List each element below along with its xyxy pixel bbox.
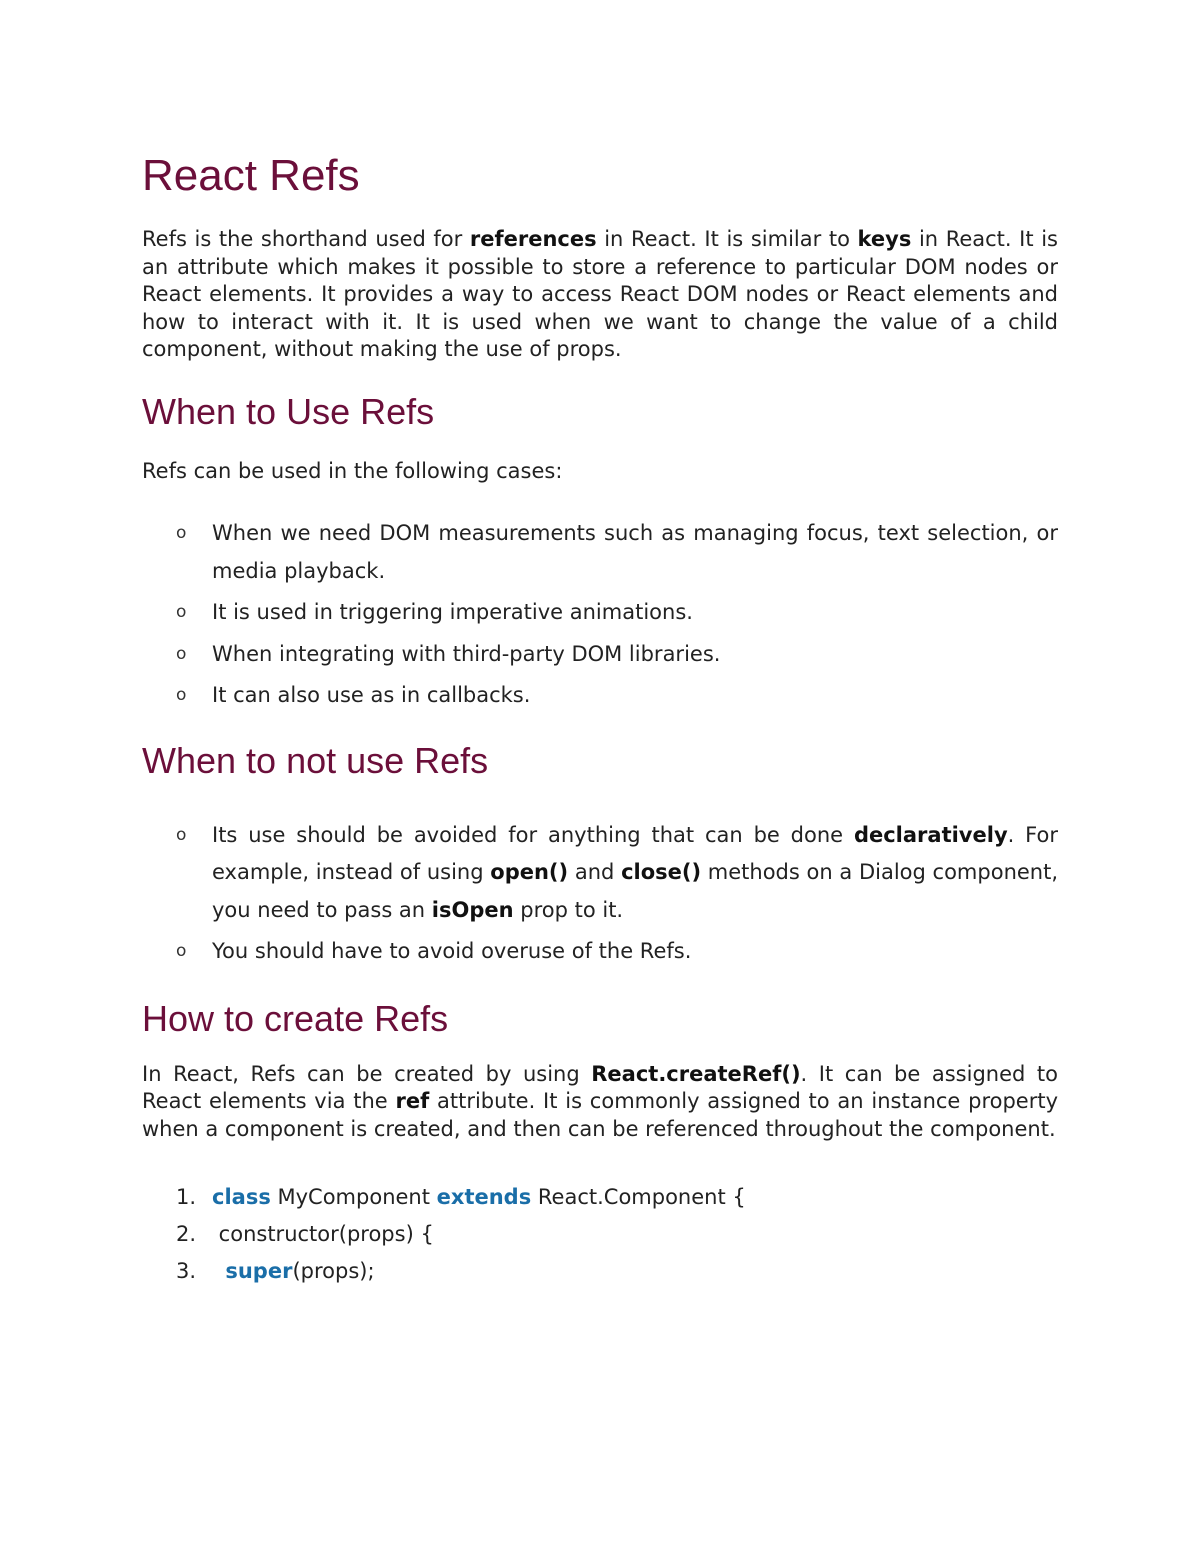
intro-bold-keys: keys — [857, 227, 912, 251]
bold-ref: ref — [395, 1089, 430, 1113]
bullet-marker: o — [176, 685, 187, 705]
intro-text: in React. It is an attribute which makes it possible to store a reference to particular DOM nodes or React elements. It provides a way to access React DOM nodes or React elements and how to interact with it. It is used when we want to change the value of a child component, without making the use of props. — [142, 227, 1058, 361]
intro-paragraph — [142, 226, 1058, 364]
list-item-text: Its use should be avoided for anything that can be done — [212, 822, 854, 847]
code-text: MyComponent — [270, 1185, 437, 1209]
section-heading-how-to-create: How to create Refs — [142, 997, 449, 1039]
list-item — [142, 594, 1058, 632]
code-listing — [142, 1179, 1058, 1290]
code-text: React.Component { — [531, 1185, 746, 1209]
create-text: attribute. It is commonly assigned to an instance property when a component is created, and then can be referenced throughout the component. — [142, 1089, 1059, 1141]
bold-createref: React.createRef() — [591, 1061, 801, 1086]
keyword: super — [225, 1259, 293, 1283]
create-paragraph — [142, 1061, 1058, 1144]
list-item-text: It is used in triggering imperative animations. — [212, 600, 693, 624]
bold-isopen: isOpen — [431, 897, 514, 922]
list-item — [142, 636, 1058, 674]
bold-open: open() — [490, 860, 569, 884]
bullet-marker: o — [176, 523, 187, 543]
list-item-text: . For example, instead of using — [212, 822, 1058, 884]
list-item-text: When integrating with third-party DOM libraries. — [212, 641, 721, 666]
bullet-marker: o — [176, 643, 187, 664]
bullet-marker: o — [176, 941, 187, 961]
bullet-marker: o — [176, 824, 187, 845]
document-content — [142, 150, 1058, 1290]
code-line — [142, 1179, 1058, 1216]
section-heading-when-to-use: When to Use Refs — [142, 390, 435, 432]
when-to-use-lead: Refs can be used in the following cases: — [142, 458, 563, 483]
list-item — [142, 677, 1058, 715]
bold-declaratively: declaratively — [853, 822, 1008, 847]
line-number: 3. — [176, 1259, 197, 1283]
line-number: 2. — [176, 1222, 197, 1246]
list-item — [142, 515, 1058, 590]
code-text — [212, 1259, 225, 1283]
keyword: class — [212, 1185, 271, 1209]
list-item-text: methods on a Dialog component, you need to pass an — [212, 860, 1059, 922]
bullet-marker: o — [176, 602, 187, 622]
list-item-text: prop to it. — [513, 897, 624, 922]
code-text: (props); — [292, 1259, 375, 1283]
list-item — [142, 817, 1058, 930]
create-text: . It can be assigned to React elements via the — [142, 1061, 1058, 1113]
list-item-text: It can also use as in callbacks. — [212, 683, 531, 707]
list-item-text: You should have to avoid overuse of the Refs. — [212, 939, 692, 963]
section-heading-when-not-to-use: When to not use Refs — [142, 739, 489, 781]
bold-close: close() — [621, 860, 702, 884]
create-text: In React, Refs can be created by using — [142, 1061, 592, 1086]
code-line — [142, 1216, 1058, 1253]
intro-text: in React. It is similar to — [596, 227, 858, 251]
code-text: constructor(props) { — [212, 1222, 434, 1246]
when-to-use-list — [142, 515, 1058, 715]
list-item — [142, 933, 1058, 971]
keyword: extends — [436, 1185, 532, 1209]
intro-bold-references: references — [469, 227, 597, 251]
line-number: 1. — [176, 1185, 197, 1209]
page-title: React Refs — [142, 151, 360, 200]
list-item-text: When we need DOM measurements such as managing focus, text selection, or media playback. — [212, 521, 1058, 583]
when-not-to-use-list — [142, 817, 1058, 971]
intro-text: Refs is the shorthand used for — [142, 227, 470, 251]
code-line — [142, 1253, 1058, 1290]
list-item-text: and — [568, 860, 622, 884]
